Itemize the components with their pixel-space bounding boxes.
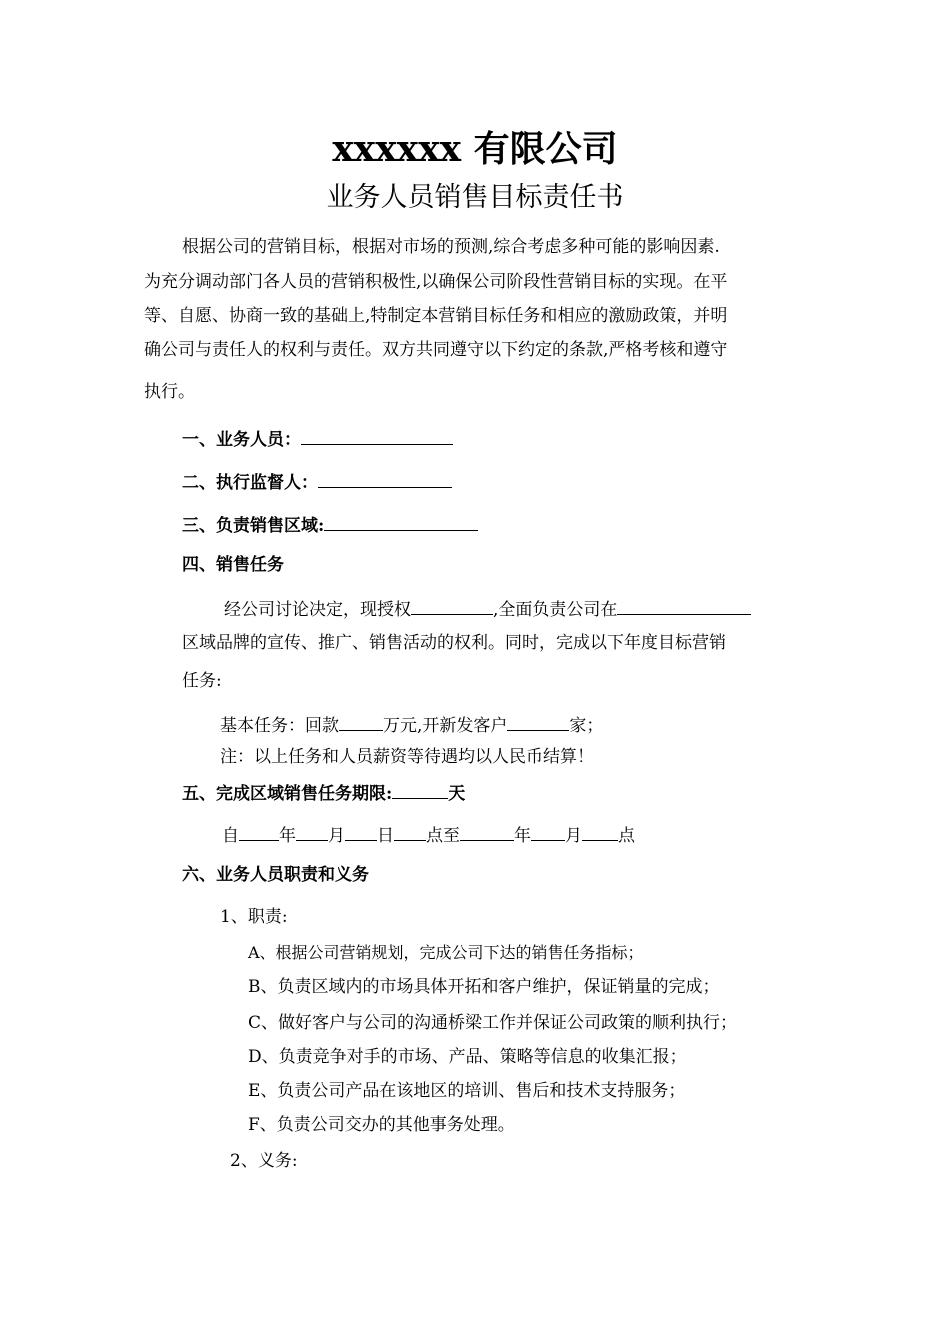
- section-salesperson: [182, 426, 453, 451]
- fill-blank: [345, 822, 377, 841]
- duty-item: D、负责竞争对手的市场、产品、策略等信息的收集汇报；: [248, 1047, 687, 1067]
- fill-blank: [296, 822, 328, 841]
- intro-line: 执行。: [144, 382, 195, 402]
- section-label: 二、执行监督人：: [182, 473, 318, 493]
- fill-blank: [324, 512, 478, 531]
- basic-task-line: 基本任务：回款 万元,开新发客户 家；: [220, 712, 603, 737]
- section-label: 三、负责销售区域:: [182, 516, 325, 536]
- fill-blank: [339, 712, 383, 731]
- fill-blank: [239, 822, 279, 841]
- intro-line: 等、自愿、协商一致的基础上,特制定本营销目标任务和相应的激励政策，并明: [144, 306, 728, 326]
- section-supervisor: [182, 469, 452, 494]
- duty-item: A、根据公司营销规划，完成公司下达的销售任务指标；: [248, 943, 644, 962]
- deadline-date-line: 自 年 月 日 点至 年 月 点: [222, 822, 635, 847]
- fill-blank: [460, 822, 514, 841]
- fill-blank: [531, 822, 565, 841]
- fill-blank: [394, 822, 426, 841]
- intro-line: 根据公司的营销目标，根据对市场的预测,综合考虑多种可能的影响因素.: [182, 237, 720, 257]
- fill-blank: [582, 822, 618, 841]
- section-sales-region: [182, 512, 478, 537]
- document-title: 业务人员销售目标责任书: [326, 182, 624, 213]
- section-duties-heading: 六、业务人员职责和义务: [182, 865, 369, 885]
- fill-blank: [318, 469, 452, 488]
- intro-line: 为充分调动部门各人员的营销积极性,以确保公司阶段性营销目标的实现。在平: [144, 272, 728, 292]
- section-deadline: 五、完成区域销售任务期限: 天: [182, 780, 465, 805]
- fill-blank: [507, 712, 569, 731]
- fill-blank: [301, 426, 453, 445]
- duties-label: 1、职责:: [220, 907, 288, 927]
- section-label: 五、完成区域销售任务期限:: [182, 784, 393, 804]
- fill-blank: [392, 780, 448, 799]
- section-label: 一、业务人员：: [182, 430, 301, 450]
- section-sales-task-heading: 四、销售任务: [182, 555, 284, 575]
- company-name: xxxxxx 有限公司: [332, 128, 618, 170]
- fill-blank: [411, 596, 493, 615]
- duty-item: C、做好客户与公司的沟通桥梁工作并保证公司政策的顺利执行；: [248, 1013, 738, 1033]
- duty-item: F、负责公司交办的其他事务处理。: [248, 1115, 515, 1135]
- currency-note: 注：以上任务和人员薪资等待遇均以人民币结算！: [220, 747, 594, 767]
- fill-blank: [617, 596, 751, 615]
- obligations-label: 2、义务:: [230, 1151, 298, 1171]
- task-description-line: 任务:: [182, 671, 222, 691]
- task-authorization-line: 经公司讨论决定，现授权 ,全面负责公司在: [224, 596, 751, 621]
- task-description-line: 区域品牌的宣传、推广、销售活动的权利。同时，完成以下年度目标营销: [182, 633, 726, 653]
- intro-line: 确公司与责任人的权利与责任。双方共同遵守以下约定的条款,严格考核和遵守: [144, 340, 728, 360]
- duty-item: B、负责区域内的市场具体开拓和客户维护，保证销量的完成；: [248, 977, 720, 997]
- duty-item: E、负责公司产品在该地区的培训、售后和技术支持服务；: [248, 1081, 686, 1101]
